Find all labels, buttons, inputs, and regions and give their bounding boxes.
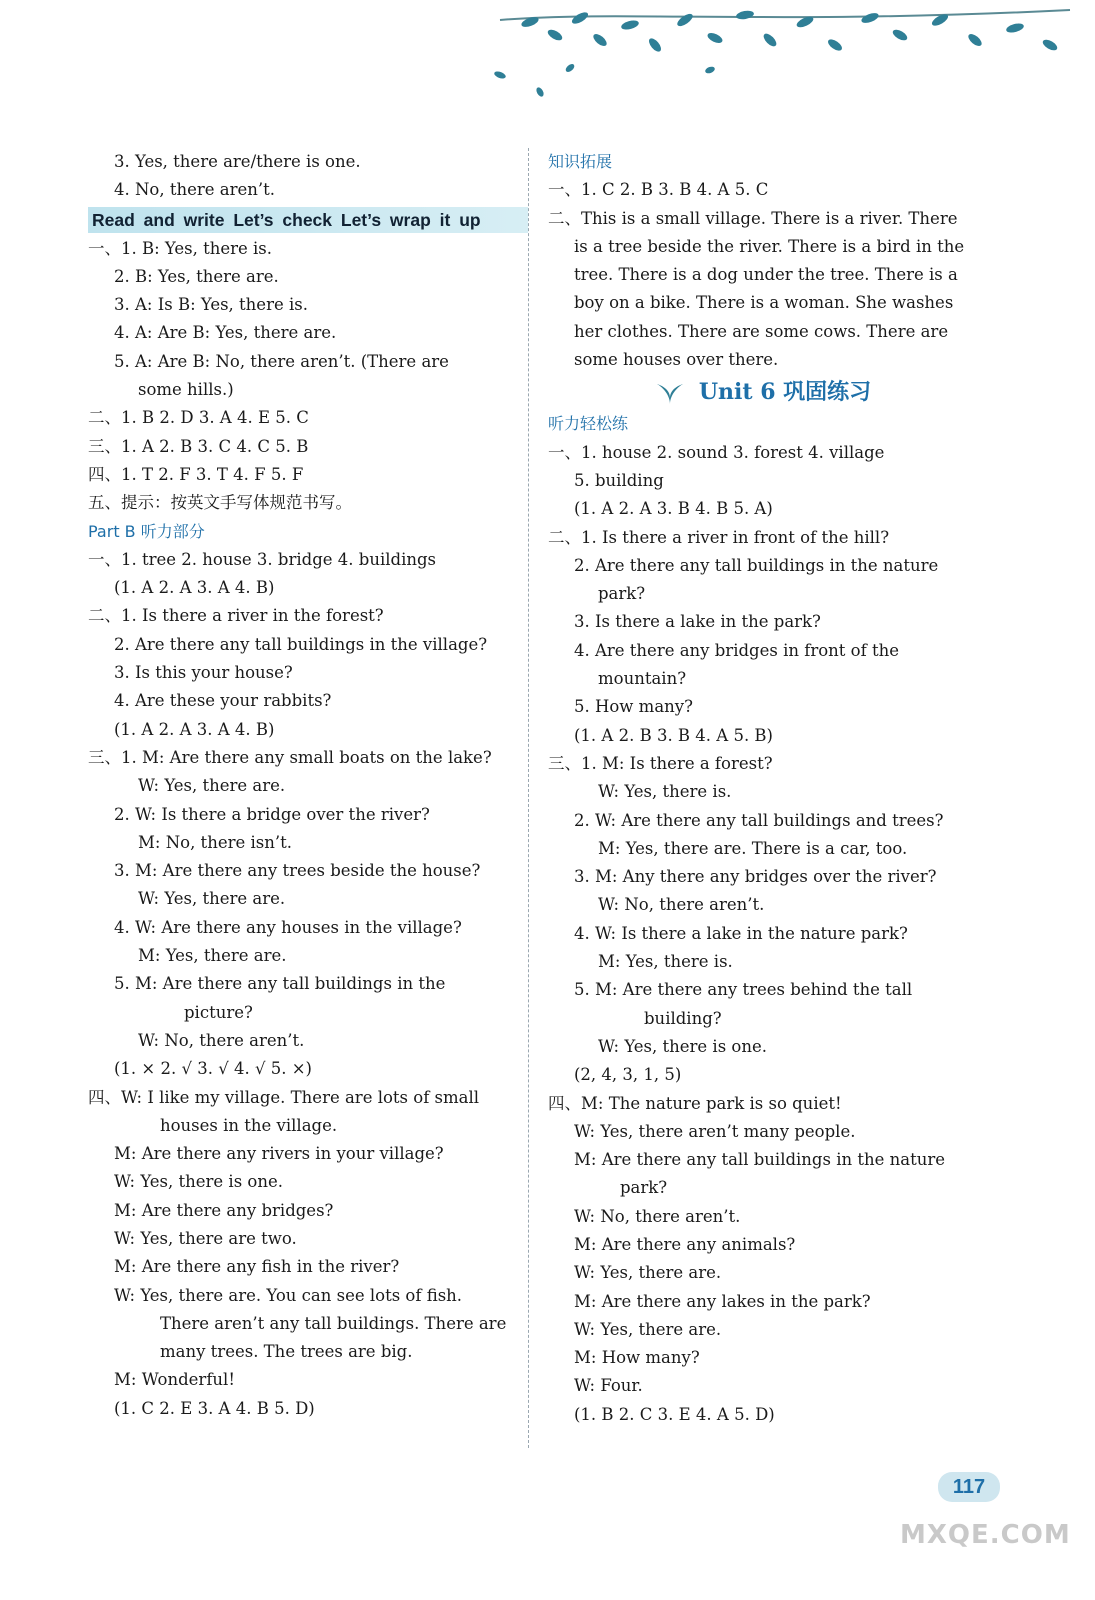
- answer-line: 四、M: The nature park is so quiet!: [548, 1093, 842, 1113]
- page-number: 117: [938, 1472, 1000, 1502]
- right-column: [548, 148, 978, 1429]
- answer-line: 5. M: Are there any tall buildings in the: [114, 974, 446, 994]
- answer-line: W: Yes, there aren’t many people.: [574, 1121, 856, 1141]
- answer-line: 4. W: Is there a lake in the nature park?: [574, 923, 908, 943]
- answer-line: W: Yes, there are.: [138, 889, 286, 909]
- answer-line: park?: [598, 584, 646, 604]
- answer-line: 5. How many?: [574, 697, 693, 717]
- column-divider: [528, 148, 529, 1448]
- answer-line: W: Yes, there are.: [574, 1263, 722, 1283]
- answer-line: (1. B 2. C 3. E 4. A 5. D): [574, 1404, 775, 1424]
- answer-line: 2. B: Yes, there are.: [114, 266, 279, 286]
- answer-line: W: No, there aren’t.: [598, 895, 765, 915]
- answer-line: M: Yes, there are. There is a car, too.: [598, 838, 908, 858]
- answer-line: W: Yes, there is one.: [598, 1036, 767, 1056]
- answer-line: 2. W: Is there a bridge over the river?: [114, 804, 430, 824]
- answer-line: 3. Is this your house?: [114, 663, 293, 683]
- answer-line: mountain?: [598, 669, 687, 689]
- leaf-icon: [655, 380, 685, 406]
- answer-line: (2, 4, 3, 1, 5): [574, 1065, 682, 1085]
- section-band: Read and write Let’s check Let’s wrap it up: [88, 207, 528, 233]
- answer-line: M: Are there any tall buildings in the nature: [574, 1150, 946, 1170]
- answer-line: 一、1. B: Yes, there is.: [88, 238, 273, 258]
- answer-line: 二、1. B 2. D 3. A 4. E 5. C: [88, 408, 309, 428]
- answer-line: 三、1. M: Are there any small boats on the lake?: [88, 747, 492, 767]
- answer-line: 3. Is there a lake in the park?: [574, 612, 821, 632]
- answer-line: W: Yes, there are two.: [114, 1228, 297, 1248]
- answer-line: (1. A 2. A 3. B 4. B 5. A): [574, 499, 773, 519]
- answer-line: W: Yes, there are.: [574, 1319, 722, 1339]
- answer-line: W: Yes, there is.: [598, 782, 732, 802]
- answer-line: 四、W: I like my village. There are lots of small: [88, 1087, 480, 1107]
- answer-line: 3. M: Any there any bridges over the river?: [574, 867, 937, 887]
- answer-line: picture?: [184, 1002, 253, 1022]
- answer-line: W: Yes, there are.: [138, 776, 286, 796]
- answer-line: M: No, there isn’t.: [138, 832, 292, 852]
- answer-line: 4. A: Are B: Yes, there are.: [114, 323, 337, 343]
- answer-line: boy on a bike. There is a woman. She washes: [574, 293, 954, 313]
- answer-line: M: Wonderful!: [114, 1370, 235, 1390]
- leaf-branch-decoration: [470, 0, 1080, 115]
- answer-line: 3. M: Are there any trees beside the house?: [114, 861, 481, 881]
- answer-line: 二、1. Is there a river in the forest?: [88, 606, 384, 626]
- answer-line: M: Are there any rivers in your village?: [114, 1144, 444, 1164]
- answer-line: 一、1. house 2. sound 3. forest 4. village: [548, 442, 885, 462]
- answer-line: 5. building: [574, 470, 664, 490]
- answer-line: is a tree beside the river. There is a bird in the: [574, 236, 965, 256]
- answer-line: W: Four.: [574, 1376, 643, 1396]
- answer-line: 3. A: Is B: Yes, there is.: [114, 295, 308, 315]
- answer-line: park?: [620, 1178, 668, 1198]
- answer-line: M: How many?: [574, 1348, 700, 1368]
- answer-line: M: Yes, there is.: [598, 952, 733, 972]
- section-heading: Part B 听力部分: [88, 521, 205, 541]
- unit-heading-text: Unit 6 巩固练习: [698, 379, 872, 406]
- answer-line: 2. Are there any tall buildings in the village?: [114, 634, 488, 654]
- answer-line: W: Yes, there is one.: [114, 1172, 283, 1192]
- answer-line: W: Yes, there are. You can see lots of fish.: [114, 1285, 463, 1305]
- answer-line: 四、1. T 2. F 3. T 4. F 5. F: [88, 464, 304, 484]
- answer-line: (1. A 2. B 3. B 4. A 5. B): [574, 725, 773, 745]
- answer-line: 5. M: Are there any trees behind the tall: [574, 980, 913, 1000]
- answer-line: 一、1. tree 2. house 3. bridge 4. buildings: [88, 549, 437, 569]
- answer-line: 五、提示：按英文手写体规范书写。: [88, 493, 352, 513]
- answer-line: some houses over there.: [574, 350, 779, 370]
- answer-line: M: Are there any fish in the river?: [114, 1257, 400, 1277]
- answer-line: houses in the village.: [160, 1115, 338, 1135]
- answer-line: W: No, there aren’t.: [574, 1206, 741, 1226]
- answer-line: some hills.): [138, 380, 234, 400]
- section-heading: 知识拓展: [548, 152, 613, 171]
- answer-line: tree. There is a dog under the tree. There is a: [574, 265, 958, 285]
- answer-line: 5. A: Are B: No, there aren’t. (There are: [114, 351, 449, 371]
- answer-line: (1. C 2. E 3. A 4. B 5. D): [114, 1398, 315, 1418]
- answer-line: 二、This is a small village. There is a river. There: [548, 208, 958, 228]
- answer-line: her clothes. There are some cows. There are: [574, 321, 949, 341]
- watermark: MXQE.COM: [900, 1520, 1071, 1550]
- answer-line: (1. × 2. √ 3. √ 4. √ 5. ×): [114, 1059, 312, 1079]
- answer-line: 二、1. Is there a river in front of the hill?: [548, 527, 890, 547]
- answer-line: (1. A 2. A 3. A 4. B): [114, 719, 275, 739]
- answer-line: M: Are there any lakes in the park?: [574, 1291, 871, 1311]
- answer-line: 4. No, there aren’t.: [114, 180, 276, 200]
- answer-line: 4. Are there any bridges in front of the: [574, 640, 899, 660]
- answer-line: M: Are there any animals?: [574, 1234, 796, 1254]
- answer-line: M: Yes, there are.: [138, 946, 287, 966]
- answer-line: many trees. The trees are big.: [160, 1342, 413, 1362]
- answer-line: There aren’t any tall buildings. There are: [160, 1313, 507, 1333]
- answer-line: 三、1. M: Is there a forest?: [548, 753, 773, 773]
- answer-line: 4. W: Are there any houses in the village?: [114, 917, 462, 937]
- answer-line: (1. A 2. A 3. A 4. B): [114, 578, 275, 598]
- answer-line: 2. W: Are there any tall buildings and trees?: [574, 810, 944, 830]
- left-column: [88, 148, 528, 1423]
- answer-line: 3. Yes, there are/there is one.: [114, 152, 361, 171]
- answer-line: M: Are there any bridges?: [114, 1200, 334, 1220]
- answer-line: 2. Are there any tall buildings in the nature: [574, 555, 939, 575]
- answer-line: W: No, there aren’t.: [138, 1030, 305, 1050]
- answer-line: building?: [644, 1008, 722, 1028]
- answer-line: 三、1. A 2. B 3. C 4. C 5. B: [88, 436, 309, 456]
- answer-line: 4. Are these your rabbits?: [114, 691, 332, 711]
- section-heading: 听力轻松练: [548, 414, 629, 434]
- unit-heading: [548, 374, 978, 410]
- answer-line: 一、1. C 2. B 3. B 4. A 5. C: [548, 180, 769, 200]
